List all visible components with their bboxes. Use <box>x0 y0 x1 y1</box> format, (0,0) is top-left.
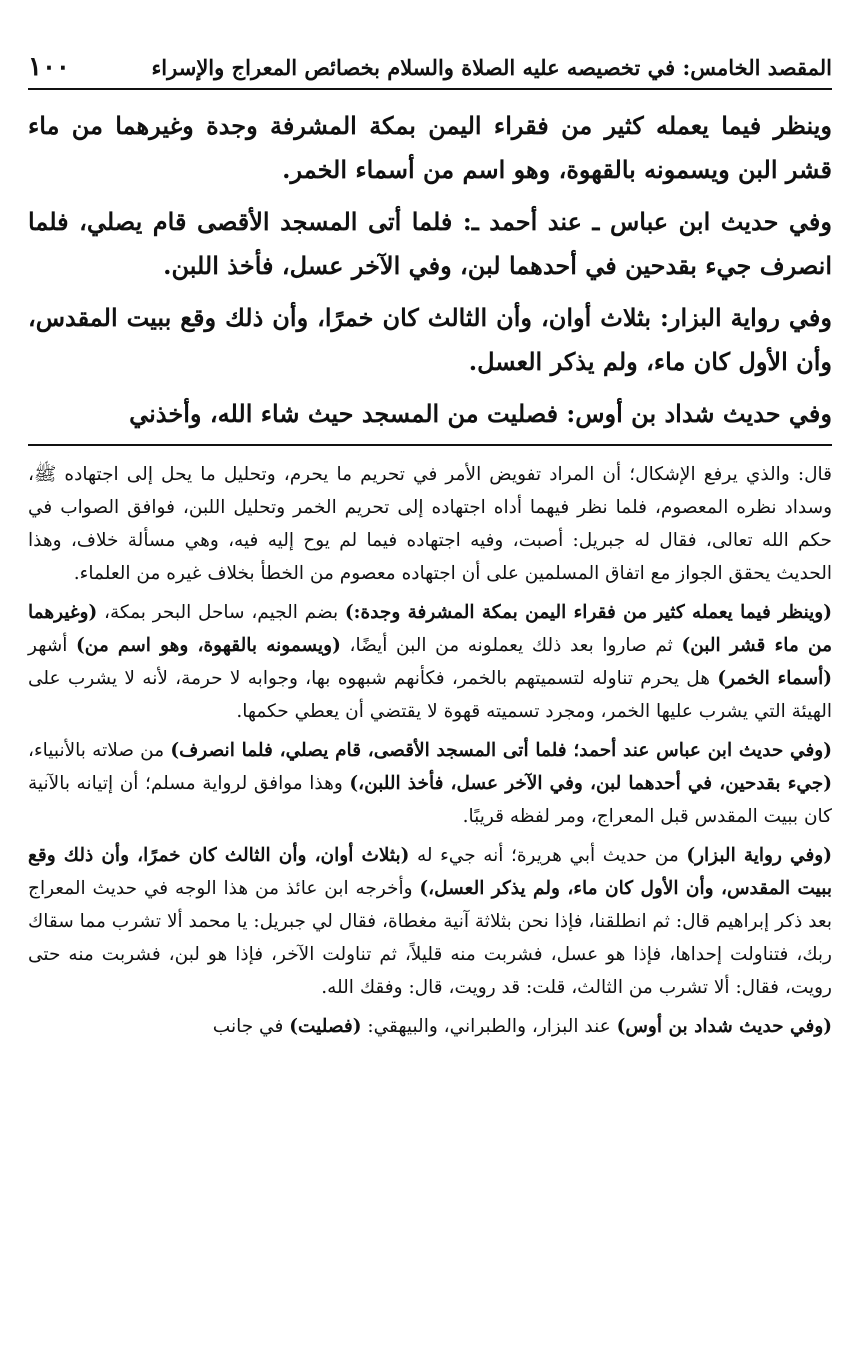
commentary-paragraph <box>28 596 832 728</box>
commentary-text: في جانب <box>212 1016 290 1037</box>
quoted-text: (وفي رواية البزار) <box>686 845 832 866</box>
commentary-paragraph <box>28 1010 832 1043</box>
main-paragraph: وينظر فيما يعمله كثير من فقراء اليمن بمكة المشرفة وجدة وغيرهما من ماء قشر البن ويسمونه بالقهوة، وهو اسم من أسماء الخمر. <box>28 111 832 184</box>
commentary <box>28 458 832 1043</box>
quoted-text: (ويسمونه بالقهوة، وهو اسم من) <box>76 635 341 656</box>
commentary-text: من صلاته بالأنبياء، <box>28 740 171 761</box>
quoted-text: (وفي حديث ابن عباس عند أحمد؛ فلما أتى المسجد الأقصى، قام يصلي، فلما انصرف) <box>170 740 832 761</box>
quoted-text: (وغيرهما من ماء قشر البن) <box>28 602 832 656</box>
running-header <box>28 52 832 90</box>
commentary-paragraph <box>28 839 832 1004</box>
main-paragraph: وفي رواية البزار: بثلاث أوان، وأن الثالث كان خمرًا، وأن ذلك وقع ببيت المقدس، وأن الأول كان ماء، ولم يذكر العسل. <box>28 303 832 376</box>
main-paragraph: وفي حديث ابن عباس ـ عند أحمد ـ: فلما أتى المسجد الأقصى قام يصلي، فلما انصرف جيء بقدحين في أحدهما لبن، وفي الآخر عسل، فأخذ اللبن. <box>28 207 832 280</box>
main-paragraph: وفي حديث شداد بن أوس: فصليت من المسجد حيث شاء الله، وأخذني <box>129 399 832 428</box>
page-number: ١٠٠ <box>28 52 70 82</box>
commentary-text: وهذا موافق لرواية مسلم؛ أن إتيانه بالآنية كان ببيت المقدس قبل المعراج، ومر لفظه قريبًا. <box>28 773 832 827</box>
quoted-text: (جيء بقدحين، في أحدهما لبن، وفي الآخر عسل، فأخذ اللبن،) <box>349 773 832 794</box>
commentary-text: هل يحرم تناوله لتسميتهم بالخمر، فكأنهم شبهوه بها، وجوابه لا حرمة، لأنه لا يشرب على الهيئة التي يشرب عليها الخمر، ومجرد تسميته قهوة لا يقتضي أن يعطي حكمها. <box>28 668 832 722</box>
commentary-text: ثم صاروا بعد ذلك يعملونه من البن أيضًا، <box>340 635 682 656</box>
footnote-divider <box>28 444 832 446</box>
quoted-text: (وفي حديث شداد بن أوس) <box>616 1016 832 1037</box>
commentary-text: وأخرجه ابن عائذ من هذا الوجه في حديث المعراج بعد ذكر إبراهيم قال: ثم انطلقنا، فإذا نحن بثلاثة آنية مغطاة، فقال لي جبريل: يا محمد ألا تشرب مما سقاك ربك، فتناولت إحداها، فإذا هو عسل، فشربت منه قليلاً، ثم تناولت الآخر، فإذا هو لبن، فشربت منه حتى رويت، فقال: ألا تشرب من الثالث، قلت: قد رويت، قال: وفقك الله. <box>28 878 832 998</box>
quoted-text: (وينظر فيما يعمله كثير من فقراء اليمن بمكة المشرفة وجدة:) <box>344 602 832 623</box>
running-title: المقصد الخامس: في تخصيصه عليه الصلاة والسلام بخصائص المعراج والإسراء <box>151 55 832 80</box>
commentary-text: بضم الجيم، ساحل البحر بمكة، <box>97 602 345 623</box>
quoted-text: (أسماء الخمر) <box>717 668 832 689</box>
commentary-text: من حديث أبي هريرة؛ أنه جيء له <box>409 845 687 866</box>
commentary-text: عند البزار، والطبراني، والبيهقي: <box>361 1016 617 1037</box>
commentary-paragraph <box>28 734 832 833</box>
commentary-text: أشهر <box>28 635 76 656</box>
quoted-text: (فصليت) <box>289 1016 362 1037</box>
main-text <box>28 104 832 436</box>
commentary-paragraph: قال: والذي يرفع الإشكال؛ أن المراد تفويض الأمر في تحريم ما يحرم، وتحليل ما يحل إلى اجتهاده ﷺ، وسداد نظره المعصوم، فلما نظر فيهما أداه اجتهاده إلى تحريم الخمر وتحليل اللبن، فوافق الصواب في حكم الله تعالى، فقال له جبريل: أصبت، وفيه اجتهاده فيما لم يوح إليه فيه، وهي مسألة خلاف، وهذا الحديث يحقق الجواز مع اتفاق المسلمين على أن اجتهاده معصوم من الخطأ بخلاف غيره من العلماء. <box>28 464 832 584</box>
quoted-text: (بثلاث أوان، وأن الثالث كان خمرًا، وأن ذلك وقع ببيت المقدس، وأن الأول كان ماء، ولم يذكر العسل،) <box>28 845 832 899</box>
